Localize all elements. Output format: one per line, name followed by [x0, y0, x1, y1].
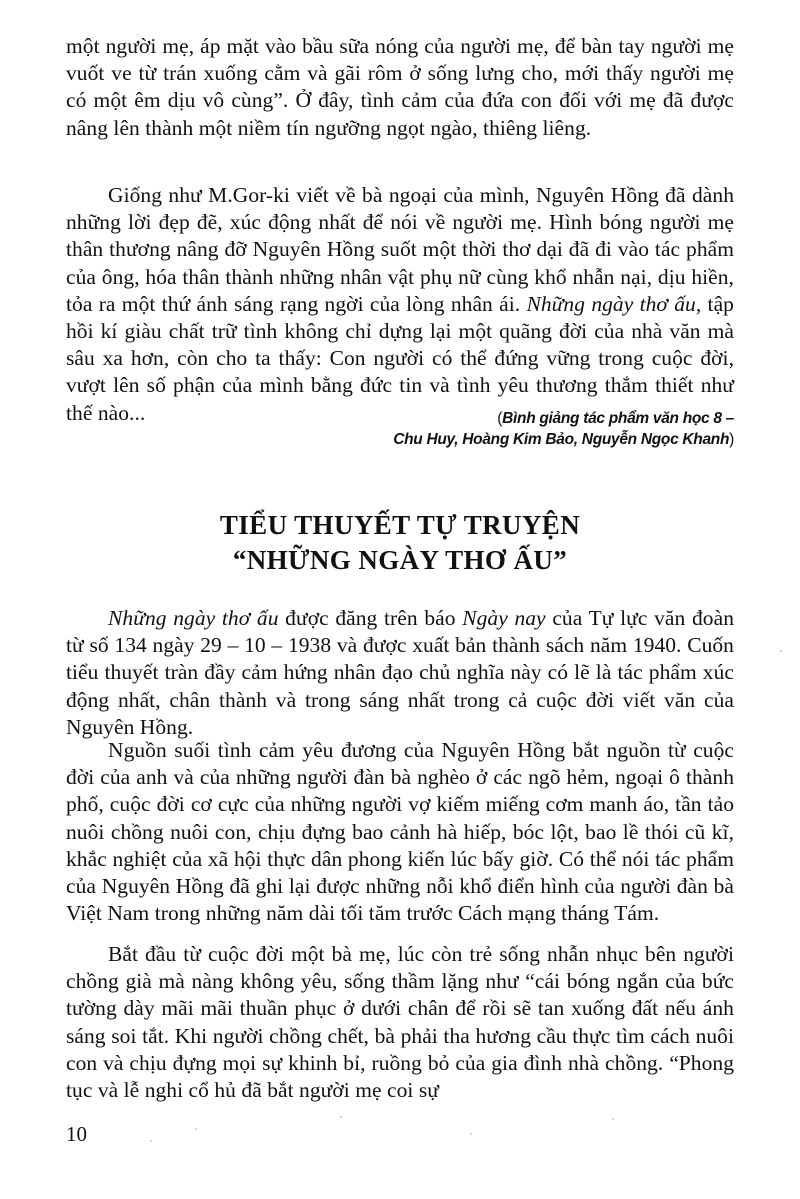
paragraph-continued: một người mẹ, áp mặt vào bầu sữa nóng của người mẹ, để bàn tay người mẹ vuốt ve từ trán xuống cằm và gãi rôm ở sống lưng cho, mới thấy người mẹ có một êm dịu vô cùng”. Ở đây, tình cảm của đứa con đối với mẹ đã được nâng lên thành một niềm tín ngưỡng ngọt ngào, thiêng liêng.	[66, 34, 734, 140]
paragraph-source-of-emotion: Nguồn suối tình cảm yêu đương của Nguyên Hồng bắt nguồn từ cuộc đời của anh và của những người đàn bà nghèo ở các ngõ hẻm, ngoại ô thành phố, cuộc đời cơ cực của những người vợ kiếm miếng cơm manh áo, tần tảo nuôi chồng nuôi con, chịu đựng bao cảnh hà hiếp, bóc lột, bao lề thói cũ kĩ, khắc nghiệt của xã hội thực dân phong kiến lúc bấy giờ. Có thể nói tác phẩm của Nguyên Hồng đã ghi lại được những nỗi khổ điển hình của người đàn bà Việt Nam trong những năm dài tối tăm trước Cách mạng tháng Tám.	[66, 738, 734, 926]
paragraph-text: được đăng trên báo	[278, 606, 463, 630]
page-number: 10	[66, 1122, 87, 1146]
newspaper-title-italic: Ngày nay	[462, 606, 546, 630]
citation-authors: Chu Huy, Hoàng Kim Bảo, Nguyễn Ngọc Khanh	[393, 431, 730, 448]
paragraph-text: Giống như M.Gor-ki viết về bà ngoại của mình, Nguyên Hồng đã dành những lời đẹp đẽ, xúc động nhất để nói về người mẹ. Hình bóng người mẹ thân thương nâng đỡ Nguyên Hồng suốt một thời thơ dại đã đi vào tác phẩm của ông, hóa thân thành những nhân vật phụ nữ cùng khổ nhẫn nại, dịu hiền, tỏa ra một thứ ánh sáng rạng ngời của lòng nhân ái.	[66, 183, 734, 316]
scan-speck	[612, 1118, 614, 1120]
citation-source	[393, 408, 734, 450]
scan-speck	[150, 1140, 152, 1142]
paragraph-gorky-comparison	[66, 182, 734, 427]
citation-title: Bình giảng tác phẩm văn học 8 –	[502, 410, 734, 427]
paragraph-mother-story: Bắt đầu từ cuộc đời một bà mẹ, lúc còn trẻ sống nhẫn nhục bên người chồng già mà nàng không yêu, sống thầm lặng như “cái bóng ngắn của bức tường dày mãi mãi thuần phục ở dưới chân để rồi sẽ tan xuống đất nếu ánh sáng soi tắt. Khi người chồng chết, bà phải tha hương cầu thực tìm cách nuôi con và chịu đựng mọi sự khinh bỉ, ruồng bỏ của gia đình nhà chồng. “Phong tục và lễ nghi cổ hủ đã bắt người mẹ coi sự	[66, 942, 734, 1103]
close-paren: )	[729, 431, 734, 448]
open-paren: (	[497, 410, 503, 427]
heading-line-1: TIỂU THUYẾT TỰ TRUYỆN	[219, 510, 581, 540]
section-heading	[66, 508, 734, 578]
scan-speck	[780, 650, 782, 652]
citation-line-2	[393, 429, 734, 450]
paragraph-text: của Tự lực văn đoàn từ số 134 ngày 29 – 10 – 1938 và được xuất bản thành sách năm 1940. Cuốn tiểu thuyết tràn đầy cảm hứng nhân đạo chủ nghĩa này có lẽ là tác phẩm xúc động nhất, chân thành và trong sáng nhất trong cả cuộc đời viết văn của Nguyên Hồng.	[66, 606, 734, 739]
scan-speck	[195, 1128, 197, 1130]
paragraph-publication	[66, 605, 734, 741]
heading-line-2: “NHỮNG NGÀY THƠ ẤU”	[232, 545, 568, 575]
paragraph-text: , tập hồi kí giàu chất trữ tình không chỉ dựng lại một quãng đời của nhà văn mà sâu xa hơn, còn cho ta thấy: Con người có thể đứng vững trong cuộc đời, vượt lên số phận của mình bằng đức tin và tình yêu thương thắm thiết như thế nào...	[66, 291, 734, 425]
scan-speck	[470, 1133, 472, 1135]
book-title-italic: Những ngày thơ ấu	[526, 291, 696, 316]
book-title-italic: Những ngày thơ ấu	[108, 606, 279, 630]
citation-line-1	[393, 408, 734, 429]
scan-speck	[340, 1116, 342, 1118]
